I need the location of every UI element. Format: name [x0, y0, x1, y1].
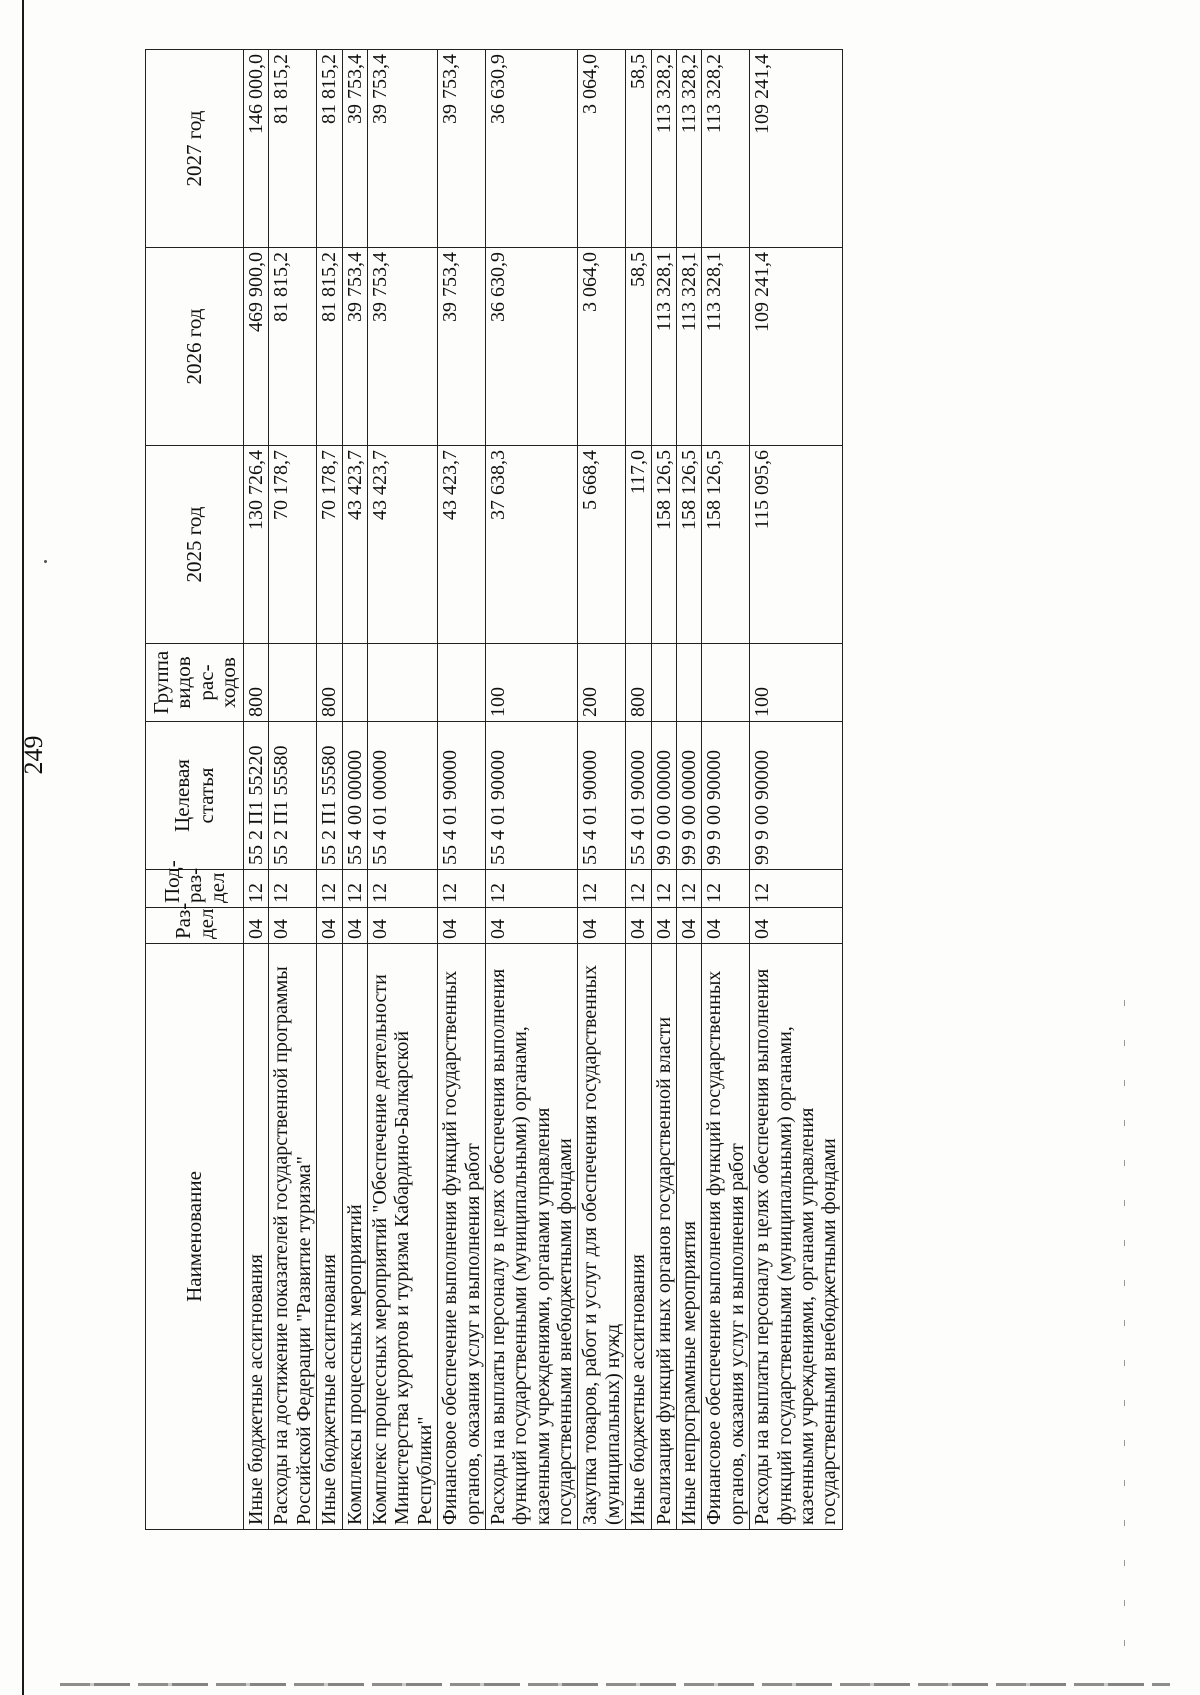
cell-2027: 81 815,2: [269, 50, 317, 248]
cell-section: 04: [578, 908, 626, 944]
cell-target-article: 99 9 00 90000: [702, 722, 750, 870]
cell-2025: 37 638,3: [485, 446, 578, 644]
cell-target-article: 55 2 П1 55580: [269, 722, 317, 870]
header-2026: 2026 год: [146, 248, 244, 446]
table-row: [651, 50, 676, 1530]
cell-2025: 158 126,5: [702, 446, 750, 644]
cell-2026: 469 900,0: [244, 248, 269, 446]
cell-subsection: 12: [367, 870, 437, 908]
cell-2027: 58,5: [626, 50, 651, 248]
table-header-row: [146, 50, 244, 1530]
cell-section: 04: [244, 908, 269, 944]
cell-2026: 81 815,2: [317, 248, 342, 446]
cell-2026: 113 328,1: [702, 248, 750, 446]
cell-subsection: 12: [677, 870, 702, 908]
cell-expense-group: [367, 644, 437, 722]
header-name: Наименование: [146, 944, 244, 1530]
header-expense-group: Группа видов рас- ходов: [146, 644, 244, 722]
cell-name: Комплекс процессных мероприятий "Обеспечение деятельности Министерства курортов и туризма Кабардино-Балкарской Республики": [367, 944, 437, 1530]
table-row: [342, 50, 367, 1530]
cell-2025: 70 178,7: [269, 446, 317, 644]
cell-name: Иные непрограммные мероприятия: [677, 944, 702, 1530]
cell-2027: 113 328,2: [651, 50, 676, 248]
cell-name: Реализация функций иных органов государственной власти: [651, 944, 676, 1530]
rotated-page-content: [19, 50, 1163, 1530]
cell-2026: 113 328,1: [651, 248, 676, 446]
cell-target-article: 55 4 01 90000: [485, 722, 578, 870]
cell-name: Иные бюджетные ассигнования: [317, 944, 342, 1530]
cell-2025: 130 726,4: [244, 446, 269, 644]
table-row: [702, 50, 750, 1530]
cell-2025: 5 668,4: [578, 446, 626, 644]
cell-2027: 36 630,9: [485, 50, 578, 248]
cell-2026: 58,5: [626, 248, 651, 446]
header-2025: 2025 год: [146, 446, 244, 644]
cell-2025: 158 126,5: [677, 446, 702, 644]
cell-expense-group: [438, 644, 486, 722]
cell-expense-group: 800: [317, 644, 342, 722]
scan-bottom-border: [60, 1683, 1170, 1686]
cell-section: 04: [702, 908, 750, 944]
cell-subsection: 12: [269, 870, 317, 908]
cell-name: Расходы на достижение показателей государственной программы Российской Федерации "Развитие туризма": [269, 944, 317, 1530]
cell-expense-group: [651, 644, 676, 722]
cell-name: Финансовое обеспечение выполнения функций государственных органов, оказания услуг и выполнения работ: [438, 944, 486, 1530]
cell-expense-group: 800: [626, 644, 651, 722]
cell-expense-group: 200: [578, 644, 626, 722]
cell-subsection: 12: [651, 870, 676, 908]
cell-2026: 39 753,4: [438, 248, 486, 446]
cell-section: 04: [485, 908, 578, 944]
table-row: [438, 50, 486, 1530]
table-row: [367, 50, 437, 1530]
cell-2025: 70 178,7: [317, 446, 342, 644]
cell-name: Иные бюджетные ассигнования: [244, 944, 269, 1530]
cell-name: Финансовое обеспечение выполнения функций государственных органов, оказания услуг и выполнения работ: [702, 944, 750, 1530]
cell-2027: 113 328,2: [677, 50, 702, 248]
cell-section: 04: [626, 908, 651, 944]
cell-subsection: 12: [626, 870, 651, 908]
cell-section: 04: [677, 908, 702, 944]
header-subsection: Под- раз- дел: [146, 870, 244, 908]
cell-2025: 158 126,5: [651, 446, 676, 644]
cell-2027: 39 753,4: [438, 50, 486, 248]
cell-2025: 115 095,6: [750, 446, 843, 644]
cell-target-article: 55 2 П1 55580: [317, 722, 342, 870]
cell-name: Закупка товаров, работ и услуг для обеспечения государственных (муниципальных) нужд: [578, 944, 626, 1530]
cell-subsection: 12: [244, 870, 269, 908]
cell-2027: 81 815,2: [317, 50, 342, 248]
cell-expense-group: 100: [750, 644, 843, 722]
cell-2027: 113 328,2: [702, 50, 750, 248]
cell-name: Расходы на выплаты персоналу в целях обеспечения выполнения функций государственными (муниципальными) органами, казенными учреждениями, органами управления государственными внебюджетными фондами: [750, 944, 843, 1530]
cell-subsection: 12: [438, 870, 486, 908]
cell-2025: 117,0: [626, 446, 651, 644]
cell-target-article: 55 4 00 00000: [342, 722, 367, 870]
cell-2026: 113 328,1: [677, 248, 702, 446]
cell-2027: 39 753,4: [367, 50, 437, 248]
table-row: [677, 50, 702, 1530]
cell-section: 04: [438, 908, 486, 944]
cell-section: 04: [367, 908, 437, 944]
cell-target-article: 55 4 01 90000: [626, 722, 651, 870]
cell-target-article: 55 4 01 00000: [367, 722, 437, 870]
cell-2026: 36 630,9: [485, 248, 578, 446]
table-row: [244, 50, 269, 1530]
cell-subsection: 12: [342, 870, 367, 908]
cell-name: Расходы на выплаты персоналу в целях обеспечения выполнения функций государственными (муниципальными) органами, казенными учреждениями, органами управления государственными внебюджетными фондами: [485, 944, 578, 1530]
table-row: [269, 50, 317, 1530]
cell-2027: 146 000,0: [244, 50, 269, 248]
cell-2025: 43 423,7: [367, 446, 437, 644]
table-body: [244, 50, 843, 1530]
cell-2025: 43 423,7: [342, 446, 367, 644]
table-row: [578, 50, 626, 1530]
cell-expense-group: 800: [244, 644, 269, 722]
budget-table: [145, 49, 843, 1530]
cell-expense-group: [702, 644, 750, 722]
cell-2026: 39 753,4: [367, 248, 437, 446]
cell-target-article: 99 9 00 00000: [677, 722, 702, 870]
cell-section: 04: [651, 908, 676, 944]
cell-section: 04: [269, 908, 317, 944]
cell-section: 04: [342, 908, 367, 944]
cell-subsection: 12: [702, 870, 750, 908]
cell-name: Иные бюджетные ассигнования: [626, 944, 651, 1530]
cell-subsection: 12: [578, 870, 626, 908]
cell-section: 04: [750, 908, 843, 944]
cell-2026: 109 241,4: [750, 248, 843, 446]
table-row: [317, 50, 342, 1530]
page-number: 249: [19, 735, 48, 775]
cell-2027: 39 753,4: [342, 50, 367, 248]
table-row: [626, 50, 651, 1530]
cell-expense-group: [342, 644, 367, 722]
header-target-article: Целевая статья: [146, 722, 244, 870]
table-row: [750, 50, 843, 1530]
cell-target-article: 55 4 01 90000: [578, 722, 626, 870]
cell-target-article: 99 9 00 90000: [750, 722, 843, 870]
cell-2026: 81 815,2: [269, 248, 317, 446]
cell-expense-group: [269, 644, 317, 722]
cell-section: 04: [317, 908, 342, 944]
cell-expense-group: 100: [485, 644, 578, 722]
cell-target-article: 55 2 П1 55220: [244, 722, 269, 870]
cell-2026: 3 064,0: [578, 248, 626, 446]
cell-2026: 39 753,4: [342, 248, 367, 446]
cell-target-article: 55 4 01 90000: [438, 722, 486, 870]
cell-2025: 43 423,7: [438, 446, 486, 644]
cell-2027: 3 064,0: [578, 50, 626, 248]
cell-name: Комплексы процессных мероприятий: [342, 944, 367, 1530]
cell-2027: 109 241,4: [750, 50, 843, 248]
header-2027: 2027 год: [146, 50, 244, 248]
cell-target-article: 99 0 00 00000: [651, 722, 676, 870]
header-section: Раз- дел: [146, 908, 244, 944]
scan-left-border: [22, 0, 24, 1695]
cell-expense-group: [677, 644, 702, 722]
scan-speck: [44, 560, 47, 563]
cell-subsection: 12: [485, 870, 578, 908]
cell-subsection: 12: [750, 870, 843, 908]
cell-subsection: 12: [317, 870, 342, 908]
table-row: [485, 50, 578, 1530]
